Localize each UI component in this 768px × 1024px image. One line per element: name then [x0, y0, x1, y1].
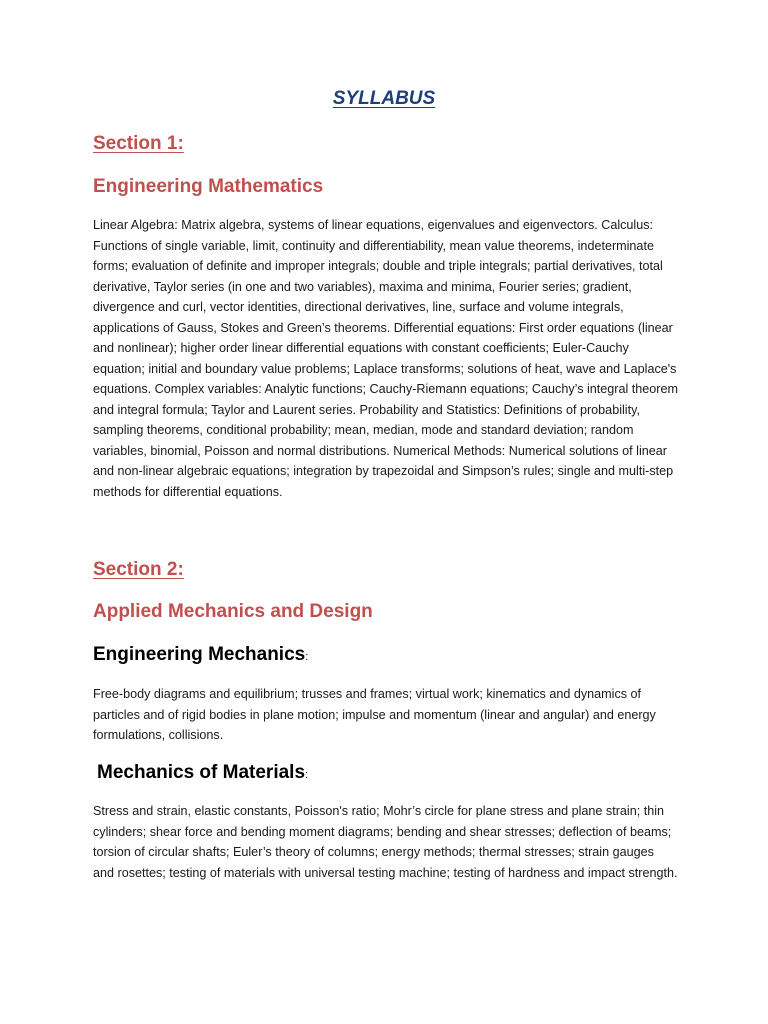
page-title-text: SYLLABUS	[332, 88, 436, 109]
engineering-mechanics-title: Engineering Mechanics	[93, 644, 306, 665]
section-2-subject: Applied Mechanics and Design	[93, 601, 373, 622]
engineering-mechanics-colon: :	[305, 651, 309, 663]
section-2-heading: Section 2:	[93, 559, 184, 580]
engineering-mechanics-heading	[93, 644, 308, 666]
mechanics-of-materials-title: Mechanics of Materials	[97, 762, 306, 783]
section-1-body: Linear Algebra: Matrix algebra, systems of linear equations, eigenvalues and eigenvectors. Calculus: Functions of single variable, limit, continuity and differentiability, mean value theorems, indeterminate forms; evaluation of definite and improper integrals; double and triple integrals; partial derivatives, total derivative, Taylor series (in one and two variables), maxima and minima, Fourier series; gradient, divergence and curl, vector identities, directional derivatives, line, surface and volume integrals, applications of Gauss, Stokes and Green’s theorems. Differential equations: First order equations (linear and nonlinear); higher order linear differential equations with constant coefficients; Euler-Cauchy equation; initial and boundary value problems; Laplace transforms; solutions of heat, wave and Laplace's equations. Complex variables: Analytic functions; Cauchy-Riemann equations; Cauchy’s integral theorem and integral formula; Taylor and Laurent series. Probability and Statistics: Definitions of probability, sampling theorems, conditional probability; mean, median, mode and standard deviation; random variables, binomial, Poisson and normal distributions. Numerical Methods: Numerical solutions of linear and non-linear algebraic equations; integration by trapezoidal and Simpson’s rules; single and multi-step methods for differential equations.	[93, 218, 678, 499]
section-1-subject: Engineering Mathematics	[93, 176, 324, 197]
engineering-mechanics-body: Free-body diagrams and equilibrium; trusses and frames; virtual work; kinematics and dynamics of particles and of rigid bodies in plane motion; impulse and momentum (linear and angular) and energy formulations, collisions.	[93, 687, 656, 742]
mechanics-of-materials-colon: :	[305, 769, 309, 781]
section-1-heading: Section 1:	[93, 133, 184, 154]
page-title	[0, 88, 768, 110]
mechanics-of-materials-heading	[97, 762, 308, 784]
mechanics-of-materials-body: Stress and strain, elastic constants, Poisson's ratio; Mohr’s circle for plane stress and plane strain; thin cylinders; shear force and bending moment diagrams; bending and shear stresses; deflection of beams; torsion of circular shafts; Euler’s theory of columns; energy methods; thermal stresses; strain gauges and rosettes; testing of materials with universal testing machine; testing of hardness and impact strength.	[93, 804, 678, 880]
